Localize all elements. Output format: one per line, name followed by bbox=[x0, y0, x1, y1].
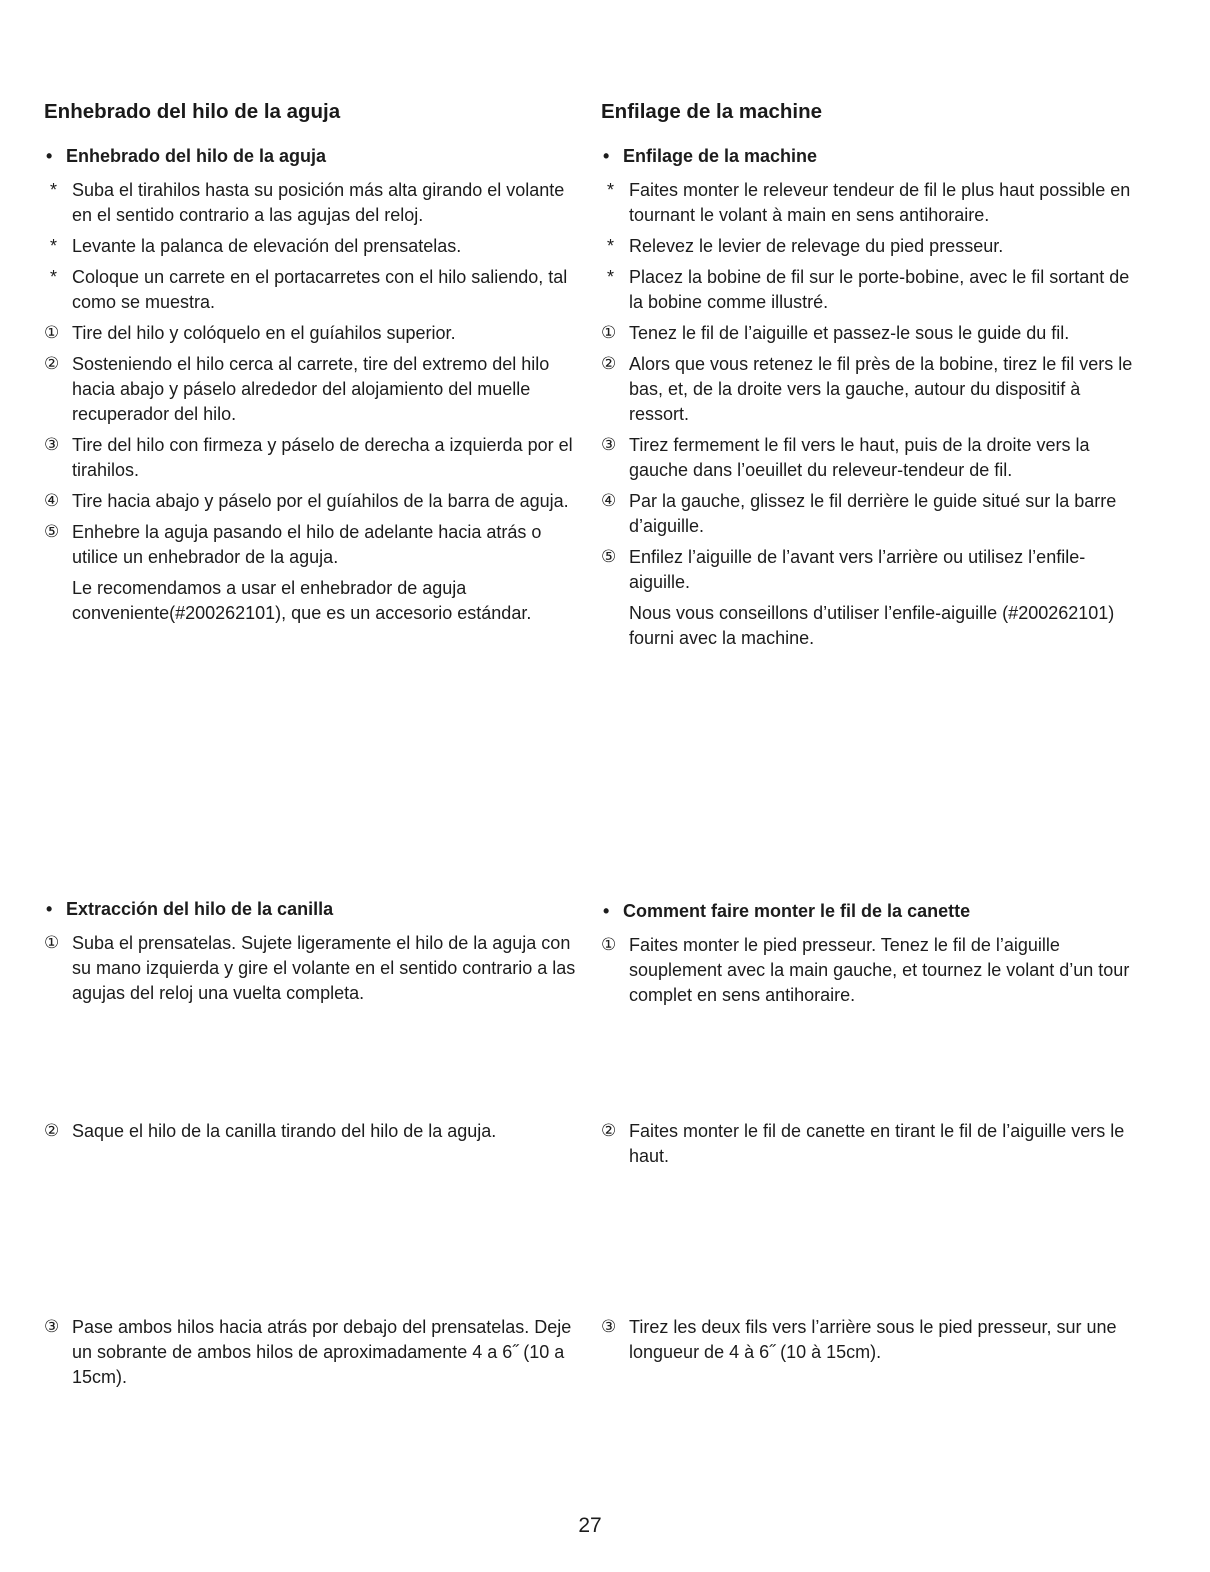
step-item: ② Sosteniendo el hilo cerca al carrete, tire del extremo del hilo hacia abajo y páselo alrededor del alojamiento del muelle recuperador del hilo. bbox=[44, 352, 579, 427]
step-item: ③ Pase ambos hilos hacia atrás por debajo del prensatelas. Deje un sobrante de ambos hilos de aproximadamente 4 a 6˝ (10 a 15cm). bbox=[44, 1315, 579, 1390]
bullet-marker: • bbox=[603, 901, 610, 921]
star-marker: * bbox=[607, 180, 615, 200]
threading-section-fr bbox=[601, 100, 1136, 651]
bullet-marker: • bbox=[603, 146, 610, 166]
step-item: ③ Tire del hilo con firmeza y páselo de derecha a izquierda por el tirahilos. bbox=[44, 433, 579, 483]
star-item: * Faites monter le releveur tendeur de fil le plus haut possible en tournant le volant à main en sens antihoraire. bbox=[601, 178, 1136, 228]
step-number: ③ bbox=[44, 1317, 60, 1337]
step-item: ③ Tirez les deux fils vers l’arrière sous le pied presseur, sur une longueur de 4 à 6˝ (10 à 15cm). bbox=[601, 1315, 1136, 1365]
star-marker: * bbox=[50, 267, 58, 287]
subheading-bobbin-es: • Extracción del hilo de la canilla bbox=[46, 899, 334, 919]
step-number: ② bbox=[601, 354, 617, 374]
step-number: ③ bbox=[44, 435, 60, 455]
star-item: * Placez la bobine de fil sur le porte-bobine, avec le fil sortant de la bobine comme illustré. bbox=[601, 265, 1136, 315]
step-number: ② bbox=[44, 354, 60, 374]
step-item: ⑤ Enfilez l’aiguille de l’avant vers l’arrière ou utilisez l’enfile-aiguille. bbox=[601, 545, 1136, 595]
section-title-es: Enhebrado del hilo de la aguja bbox=[44, 100, 341, 123]
star-marker: * bbox=[50, 236, 58, 256]
step-number: ⑤ bbox=[44, 522, 60, 542]
step-number: ③ bbox=[601, 435, 617, 455]
step-number: ⑤ bbox=[601, 547, 617, 567]
threader-note-fr: Nous vous conseillons d’utiliser l’enfile-aiguille (#200262101) fourni avec la machine. bbox=[629, 603, 1115, 648]
bobbin-step-3-es bbox=[44, 1315, 579, 1396]
step-item: ① Suba el prensatelas. Sujete ligeramente el hilo de la aguja con su mano izquierda y gire el volante en el sentido contrario a las agujas del reloj una vuelta completa. bbox=[44, 931, 579, 1006]
step-number: ② bbox=[44, 1121, 60, 1141]
bobbin-step-2-es bbox=[44, 1119, 579, 1150]
star-item: * Relevez le levier de relevage du pied presseur. bbox=[601, 234, 1136, 259]
step-number: ④ bbox=[44, 491, 60, 511]
step-item: ⑤ Enhebre la aguja pasando el hilo de adelante hacia atrás o utilice un enhebrador de la aguja. bbox=[44, 520, 579, 570]
page-number: 27 bbox=[578, 1514, 602, 1537]
threader-note-es: Le recomendamos a usar el enhebrador de aguja conveniente(#200262101), que es un accesorio estándar. bbox=[72, 578, 532, 623]
step-number: ① bbox=[44, 323, 60, 343]
star-item: * Levante la palanca de elevación del prensatelas. bbox=[44, 234, 579, 259]
step-item: ④ Tire hacia abajo y páselo por el guíahilos de la barra de aguja. bbox=[44, 489, 579, 514]
step-number: ④ bbox=[601, 491, 617, 511]
subheading-threading-fr: • Enfilage de la machine bbox=[603, 146, 818, 166]
star-marker: * bbox=[607, 236, 615, 256]
star-item: * Suba el tirahilos hasta su posición más alta girando el volante en el sentido contrario a las agujas del reloj. bbox=[44, 178, 579, 228]
bobbin-step-3-fr bbox=[601, 1315, 1136, 1371]
step-number: ① bbox=[601, 935, 617, 955]
subheading-bobbin-fr: • Comment faire monter le fil de la canette bbox=[603, 901, 971, 921]
star-marker: * bbox=[607, 267, 615, 287]
step-item: ② Saque el hilo de la canilla tirando del hilo de la aguja. bbox=[44, 1119, 579, 1144]
threading-section-es bbox=[44, 100, 579, 626]
french-column bbox=[601, 0, 1136, 1572]
step-number: ① bbox=[44, 933, 60, 953]
bullet-marker: • bbox=[46, 899, 53, 919]
bobbin-section-es bbox=[44, 897, 579, 1012]
star-item: * Coloque un carrete en el portacarretes con el hilo saliendo, tal como se muestra. bbox=[44, 265, 579, 315]
bullet-marker: • bbox=[46, 146, 53, 166]
step-item: ③ Tirez fermement le fil vers le haut, puis de la droite vers la gauche dans l’oeuillet du releveur-tendeur de fil. bbox=[601, 433, 1136, 483]
bobbin-step-2-fr bbox=[601, 1119, 1136, 1175]
step-item: ① Tenez le fil de l’aiguille et passez-le sous le guide du fil. bbox=[601, 321, 1136, 346]
step-number: ③ bbox=[601, 1317, 617, 1337]
step-number: ① bbox=[601, 323, 617, 343]
step-number: ② bbox=[601, 1121, 617, 1141]
spanish-column bbox=[44, 0, 579, 1572]
step-item: ④ Par la gauche, glissez le fil derrière le guide situé sur la barre d’aiguille. bbox=[601, 489, 1136, 539]
bobbin-section-fr bbox=[601, 899, 1136, 1014]
star-marker: * bbox=[50, 180, 58, 200]
step-item: ① Tire del hilo y colóquelo en el guíahilos superior. bbox=[44, 321, 579, 346]
step-item: ② Alors que vous retenez le fil près de la bobine, tirez le fil vers le bas, et, de la droite vers la gauche, autour du dispositif à ressort. bbox=[601, 352, 1136, 427]
section-title-fr: Enfilage de la machine bbox=[601, 100, 823, 123]
step-item: ① Faites monter le pied presseur. Tenez le fil de l’aiguille souplement avec la main gauche, et tournez le volant d’un tour complet en sens antihoraire. bbox=[601, 933, 1136, 1008]
subheading-threading-es: • Enhebrado del hilo de la aguja bbox=[46, 146, 327, 166]
step-item: ② Faites monter le fil de canette en tirant le fil de l’aiguille vers le haut. bbox=[601, 1119, 1136, 1169]
